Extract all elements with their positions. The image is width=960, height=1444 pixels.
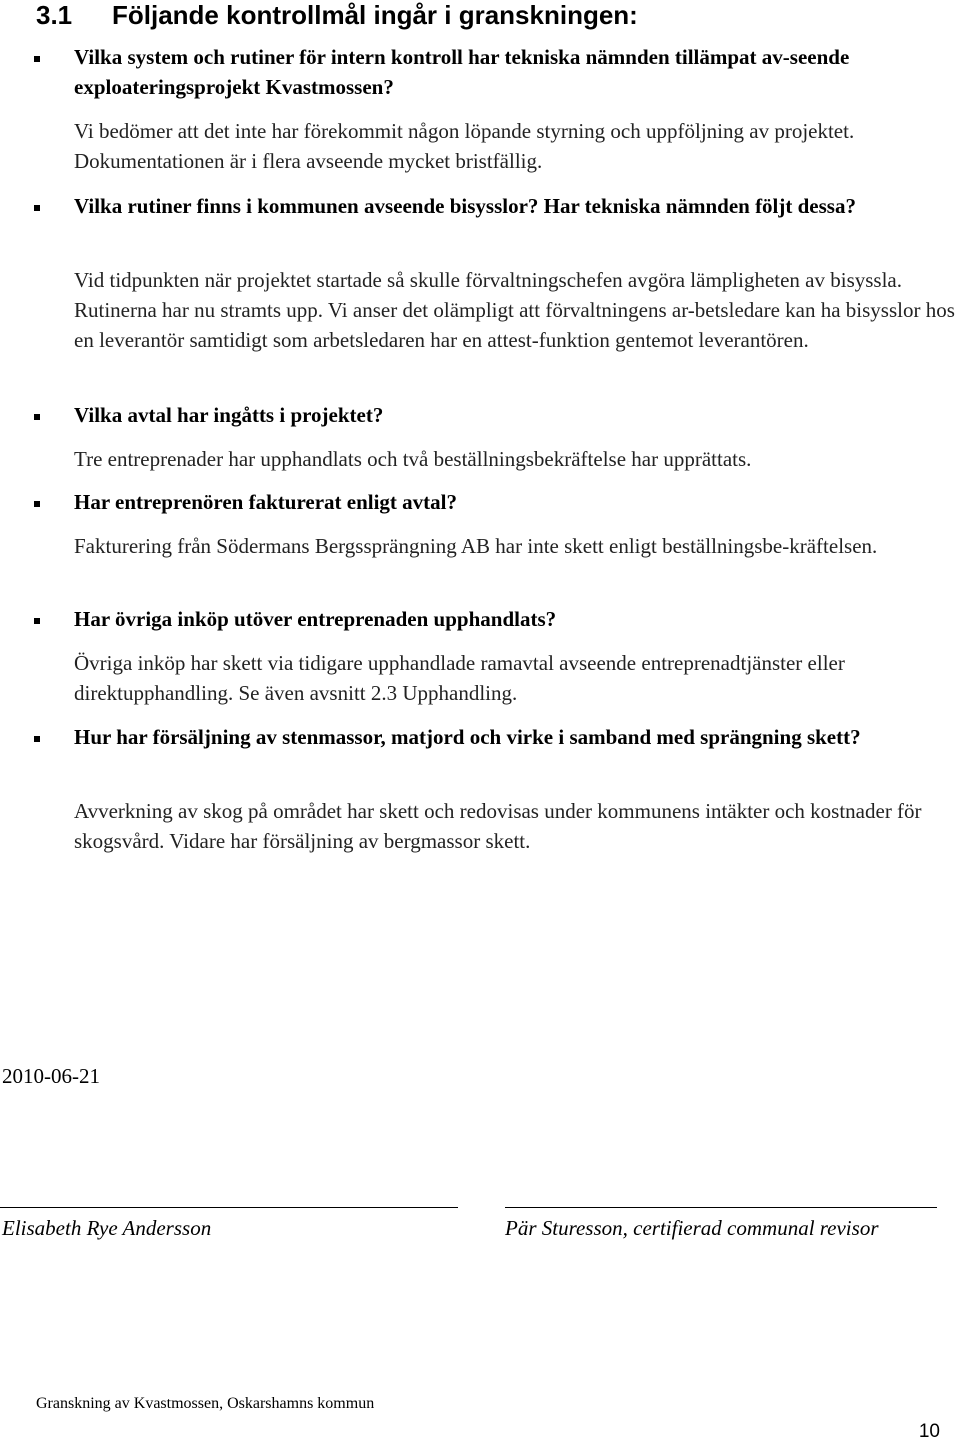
bullet-square-icon — [34, 205, 40, 211]
control-objective-answer: Fakturering från Södermans Bergssprängning AB har inte skett enligt beställningsbe-kräftelsen. — [74, 534, 878, 558]
signature-name: Elisabeth Rye Andersson — [2, 1216, 212, 1240]
bullet-square-icon — [34, 736, 40, 742]
section-heading — [36, 0, 638, 30]
section-number: 3.1 — [36, 0, 73, 30]
page-number: 10 — [918, 1421, 940, 1442]
control-objective-question: Har entreprenören fakturerat enligt avtal? — [74, 490, 458, 514]
control-objective-answer: Vid tidpunkten när projektet startade så skulle förvaltningschefen avgöra lämpligheten av bisyssla. Rutinerna har nu stramts upp. Vi anser det olämpligt att förvaltningens ar-betsledare kan ha bisysslor hos en leverantör samtidigt som arbetsledaren har en attest-funktion gentemot leverantören. — [74, 268, 955, 352]
signature-line — [505, 1207, 937, 1208]
control-objective-answer: Tre entreprenader har upphandlats och två beställningsbekräftelse har upprättats. — [74, 447, 752, 471]
signature-line — [0, 1207, 458, 1208]
bullet-square-icon — [34, 618, 40, 624]
control-objective-question: Hur har försäljning av stenmassor, matjord och virke i samband med sprängning skett? — [74, 725, 861, 749]
report-date: 2010-06-21 — [2, 1064, 100, 1088]
signature-name: Pär Sturesson, certifierad communal revisor — [505, 1216, 879, 1240]
control-objective-question: Vilka system och rutiner för intern kontroll har tekniska nämnden tillämpat av-seende exploateringsprojekt Kvastmossen? — [74, 45, 850, 99]
page-footer: Granskning av Kvastmossen, Oskarshamns kommun — [36, 1395, 375, 1412]
control-objective-answer: Avverkning av skog på området har skett och redovisas under kommunens intäkter och kostnader för skogsvård. Vidare har försäljning av bergmassor skett. — [74, 799, 922, 853]
control-objective-answer: Vi bedömer att det inte har förekommit någon löpande styrning och uppföljning av projektet. Dokumentationen är i flera avseende mycket bristfällig. — [74, 119, 855, 173]
section-title: Följande kontrollmål ingår i granskningen: — [112, 0, 638, 30]
control-objective-answer: Övriga inköp har skett via tidigare upphandlade ramavtal avseende entreprenadtjänster eller direktupphandling. Se även avsnitt 2.3 Upphandling. — [74, 651, 845, 705]
control-objective-question: Vilka rutiner finns i kommunen avseende bisysslor? Har tekniska nämnden följt dessa? — [74, 194, 856, 218]
bullet-square-icon — [34, 501, 40, 507]
control-objective-question: Vilka avtal har ingåtts i projektet? — [74, 403, 384, 427]
control-objective-question: Har övriga inköp utöver entreprenaden upphandlats? — [74, 607, 557, 631]
bullet-square-icon — [34, 414, 40, 420]
bullet-square-icon — [34, 56, 40, 62]
